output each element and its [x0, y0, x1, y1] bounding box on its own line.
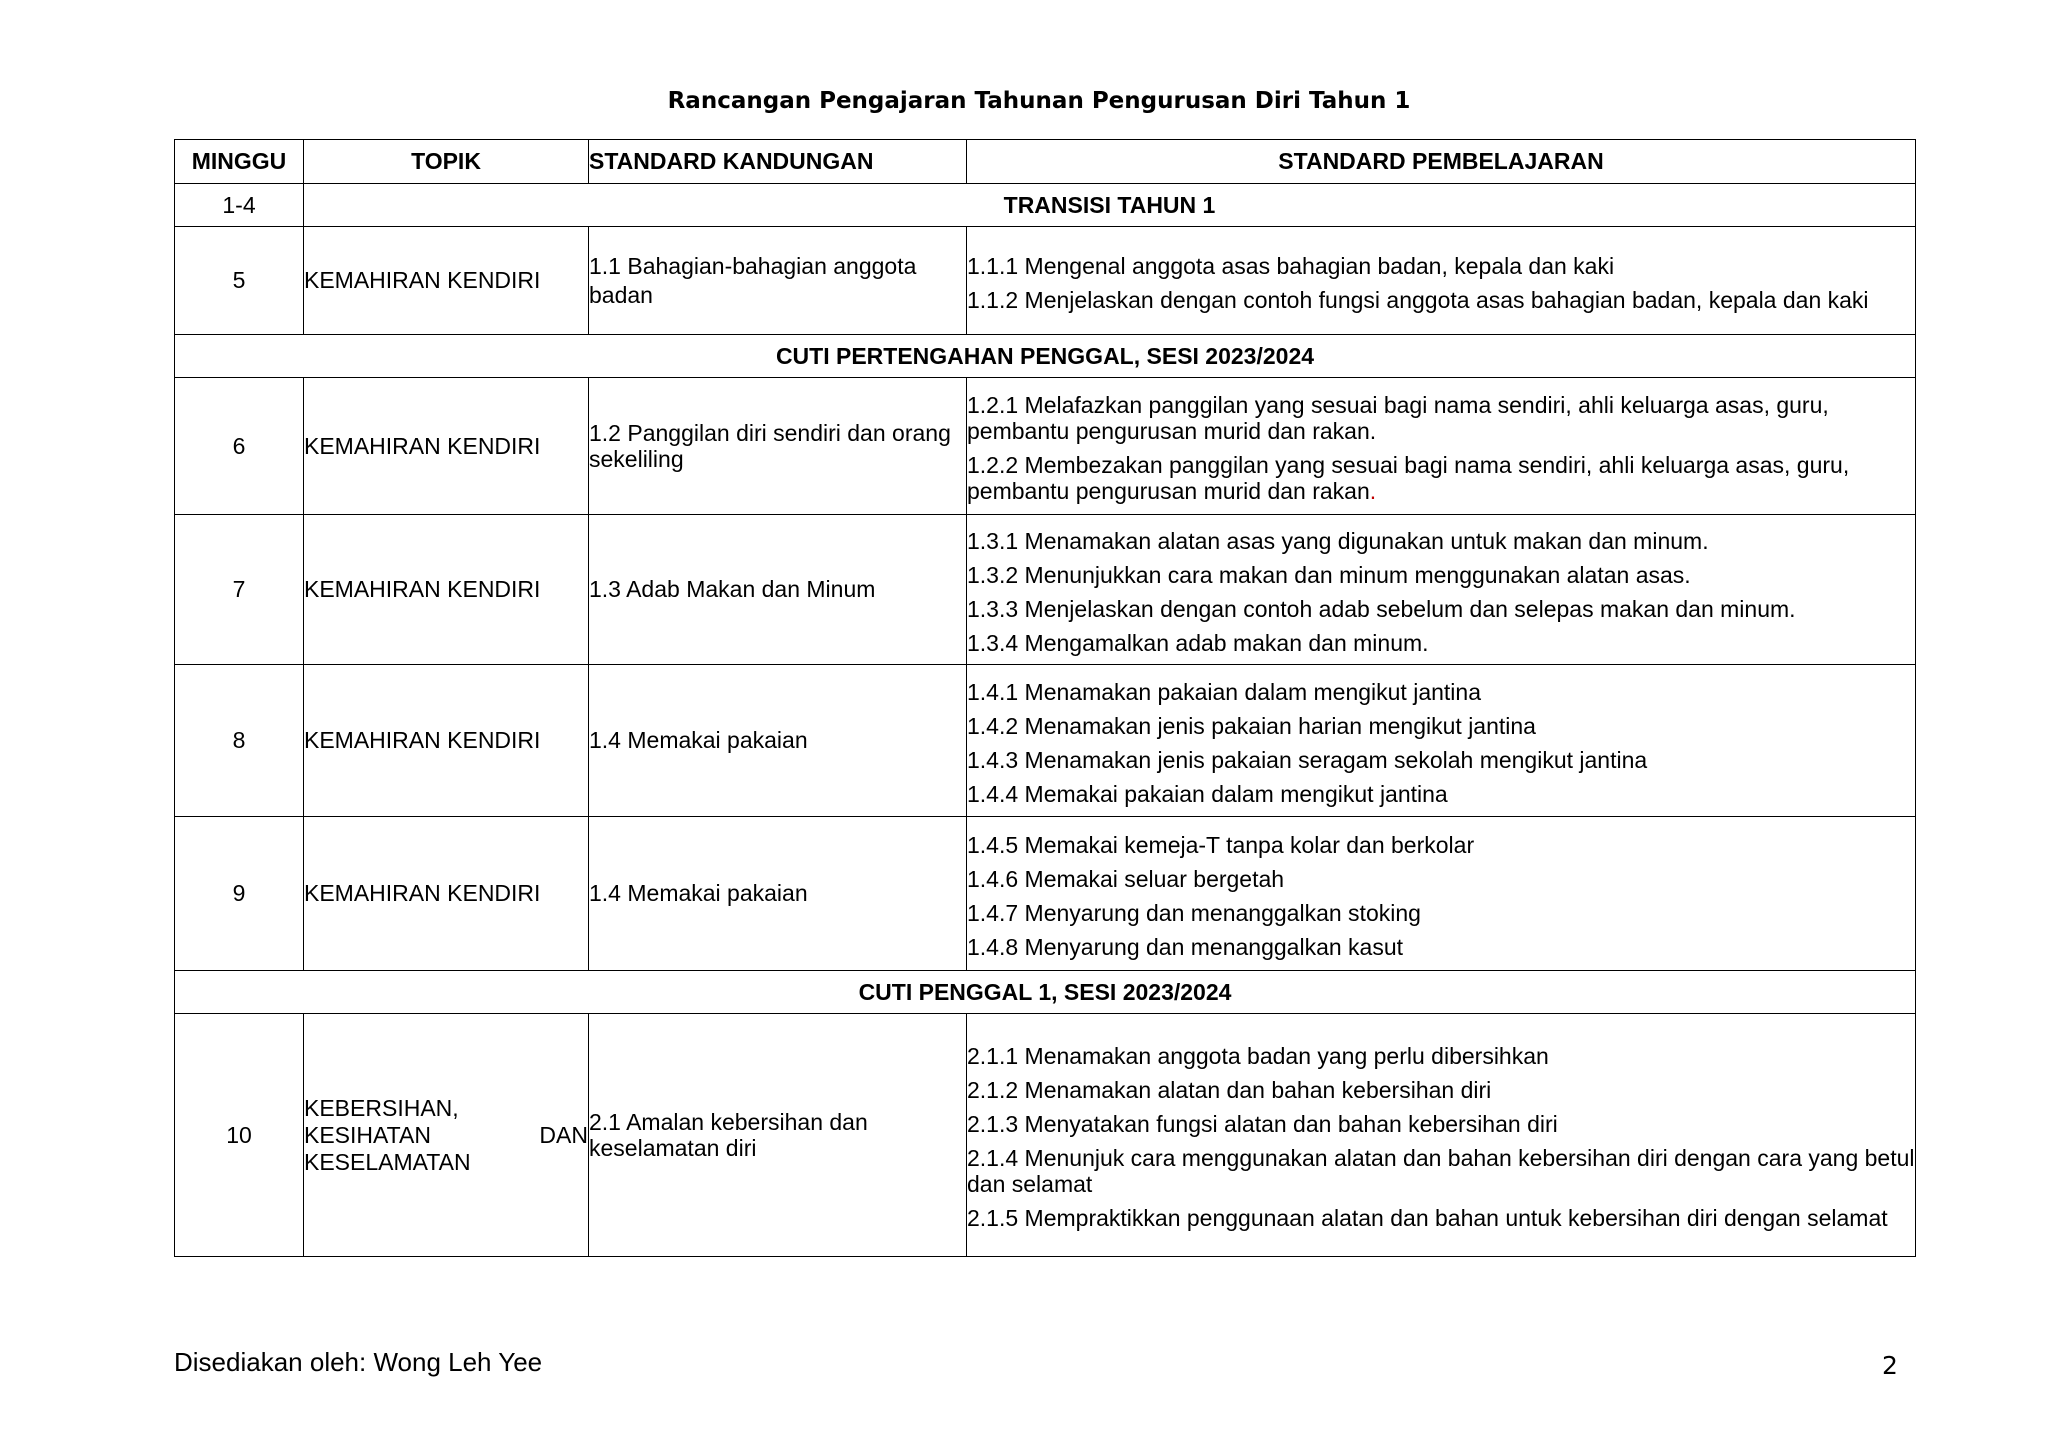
learning-standard-item: 1.4.8 Menyarung dan menanggalkan kasut — [967, 933, 1404, 960]
standard-kandungan-cell: 1.3 Adab Makan dan Minum — [589, 515, 967, 665]
table-row — [175, 515, 1916, 665]
learning-standard-item: 1.4.5 Memakai kemeja-T tanpa kolar dan berkolar — [967, 831, 1475, 858]
learning-standard-item: 2.1.2 Menamakan alatan dan bahan kebersihan diri — [967, 1077, 1492, 1103]
learning-standard-item: 1.4.4 Memakai pakaian dalam mengikut jantina — [967, 780, 1448, 807]
learning-standard-text: 1.2.2 Membezakan panggilan yang sesuai bagi nama sendiri, ahli keluarga asas, guru, pembantu pengurusan murid dan rakan — [967, 452, 1850, 504]
header-row — [175, 140, 1916, 184]
standard-pembelajaran-cell — [967, 378, 1916, 515]
learning-standard-item: 1.3.3 Menjelaskan dengan contoh adab sebelum dan selepas makan dan minum. — [967, 595, 1796, 622]
learning-standard-item: 1.1.1 Mengenal anggota asas bahagian badan, kepala dan kaki — [967, 252, 1615, 279]
learning-standard-item: 2.1.5 Mempraktikkan penggunaan alatan dan bahan untuk kebersihan diri dengan selamat — [967, 1205, 1888, 1231]
standard-pembelajaran-cell — [967, 665, 1916, 817]
transition-label: TRANSISI TAHUN 1 — [304, 184, 1916, 227]
break-row-mid-term — [175, 335, 1916, 378]
break-label: CUTI PERTENGAHAN PENGGAL, SESI 2023/2024 — [175, 335, 1916, 378]
learning-standard-item — [967, 452, 1915, 504]
table-row — [175, 378, 1916, 515]
learning-standard-item: 2.1.4 Menunjuk cara menggunakan alatan dan bahan kebersihan diri dengan cara yang betul dan selamat — [967, 1145, 1915, 1197]
week-cell: 7 — [175, 515, 304, 665]
header-minggu: MINGGU — [175, 140, 304, 184]
prepared-by: Disediakan oleh: Wong Leh Yee — [174, 1347, 543, 1377]
red-period: . — [1369, 478, 1377, 504]
learning-standard-item: 1.1.2 Menjelaskan dengan contoh fungsi anggota asas bahagian badan, kepala dan kaki — [967, 286, 1869, 313]
header-standard-pembelajaran: STANDARD PEMBELAJARAN — [967, 140, 1916, 184]
header-topik: TOPIK — [304, 140, 589, 184]
break-label: CUTI PENGGAL 1, SESI 2023/2024 — [175, 971, 1916, 1014]
lesson-plan-table — [174, 139, 1916, 1257]
topic-line: KESIHATAN DAN — [304, 1121, 588, 1148]
topic-cell: KEMAHIRAN KENDIRI — [304, 817, 589, 971]
learning-standard-item: 1.3.1 Menamakan alatan asas yang digunakan untuk makan dan minum. — [967, 527, 1709, 554]
table-row — [175, 665, 1916, 817]
learning-standard-item: 1.3.4 Mengamalkan adab makan dan minum. — [967, 629, 1429, 656]
learning-standard-item: 1.4.1 Menamakan pakaian dalam mengikut jantina — [967, 678, 1481, 705]
topic-line: KEBERSIHAN, — [304, 1094, 459, 1121]
standard-kandungan-cell: 1.1 Bahagian-bahagian anggota badan — [589, 227, 967, 335]
learning-standard-item: 1.4.6 Memakai seluar bergetah — [967, 865, 1285, 892]
document-title: Rancangan Pengajaran Tahunan Pengurusan Diri Tahun 1 — [667, 88, 1411, 114]
week-cell: 10 — [175, 1014, 304, 1257]
topic-line: KESELAMATAN — [304, 1148, 471, 1175]
table-row — [175, 817, 1916, 971]
learning-standard-item: 2.1.1 Menamakan anggota badan yang perlu dibersihkan — [967, 1043, 1549, 1069]
topic-cell: KEMAHIRAN KENDIRI — [304, 665, 589, 817]
topic-cell — [304, 1014, 589, 1257]
learning-standard-item: 1.4.2 Menamakan jenis pakaian harian mengikut jantina — [967, 712, 1536, 739]
page-number: 2 — [1882, 1351, 1898, 1380]
learning-standard-item: 1.3.2 Menunjukkan cara makan dan minum menggunakan alatan asas. — [967, 561, 1691, 588]
week-cell: 8 — [175, 665, 304, 817]
standard-pembelajaran-cell — [967, 227, 1916, 335]
standard-pembelajaran-cell — [967, 817, 1916, 971]
standard-kandungan-cell: 1.4 Memakai pakaian — [589, 817, 967, 971]
week-cell: 5 — [175, 227, 304, 335]
topic-cell: KEMAHIRAN KENDIRI — [304, 378, 589, 515]
break-row-term — [175, 971, 1916, 1014]
standard-kandungan-cell: 1.2 Panggilan diri sendiri dan orang sekeliling — [589, 378, 967, 515]
learning-standard-item: 2.1.3 Menyatakan fungsi alatan dan bahan kebersihan diri — [967, 1111, 1558, 1137]
standard-pembelajaran-cell — [967, 515, 1916, 665]
standard-pembelajaran-cell — [967, 1014, 1916, 1257]
topic-cell: KEMAHIRAN KENDIRI — [304, 515, 589, 665]
transition-row — [175, 184, 1916, 227]
table-row — [175, 1014, 1916, 1257]
header-standard-kandungan: STANDARD KANDUNGAN — [589, 140, 967, 184]
learning-standard-item: 1.2.1 Melafazkan panggilan yang sesuai bagi nama sendiri, ahli keluarga asas, guru, pembantu pengurusan murid dan rakan. — [967, 392, 1829, 444]
topic-cell: KEMAHIRAN KENDIRI — [304, 227, 589, 335]
learning-standard-item: 1.4.7 Menyarung dan menanggalkan stoking — [967, 899, 1421, 926]
week-cell: 6 — [175, 378, 304, 515]
standard-kandungan-cell: 2.1 Amalan kebersihan dan keselamatan diri — [589, 1014, 967, 1257]
week-cell: 1-4 — [175, 184, 304, 227]
table-row — [175, 227, 1916, 335]
learning-standard-item: 1.4.3 Menamakan jenis pakaian seragam sekolah mengikut jantina — [967, 746, 1648, 773]
standard-kandungan-cell: 1.4 Memakai pakaian — [589, 665, 967, 817]
week-cell: 9 — [175, 817, 304, 971]
